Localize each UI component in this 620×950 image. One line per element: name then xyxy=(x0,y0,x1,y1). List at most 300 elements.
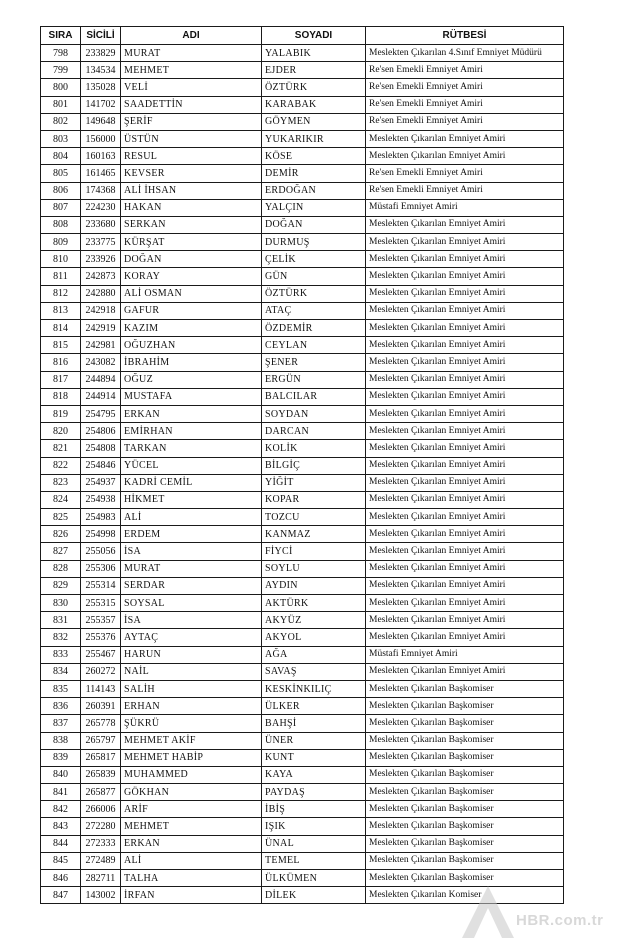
cell-sicil: 265778 xyxy=(81,715,121,732)
table-row xyxy=(41,79,564,96)
cell-sicil: 233775 xyxy=(81,234,121,251)
cell-rutbe: Meslekten Çıkarılan Emniyet Amiri xyxy=(366,251,564,268)
cell-adi: OĞUZ xyxy=(121,371,262,388)
cell-soyadi: YUKARIKIR xyxy=(262,130,366,147)
cell-sicil: 272489 xyxy=(81,852,121,869)
cell-adi: GAFUR xyxy=(121,302,262,319)
cell-rutbe: Meslekten Çıkarılan Emniyet Amiri xyxy=(366,405,564,422)
cell-adi: KEVSER xyxy=(121,165,262,182)
cell-soyadi: YİĞİT xyxy=(262,474,366,491)
table-row xyxy=(41,818,564,835)
cell-sicil: 233680 xyxy=(81,216,121,233)
cell-sira: 820 xyxy=(41,423,81,440)
cell-soyadi: AKYOL xyxy=(262,629,366,646)
cell-sicil: 244894 xyxy=(81,371,121,388)
cell-adi: YÜCEL xyxy=(121,457,262,474)
cell-rutbe: Meslekten Çıkarılan Başkomiser xyxy=(366,852,564,869)
cell-adi: ÜSTÜN xyxy=(121,130,262,147)
cell-rutbe: Meslekten Çıkarılan Emniyet Amiri xyxy=(366,526,564,543)
cell-soyadi: KAYA xyxy=(262,766,366,783)
cell-soyadi: GÜN xyxy=(262,268,366,285)
table-row xyxy=(41,766,564,783)
cell-sira: 843 xyxy=(41,818,81,835)
cell-sicil: 255315 xyxy=(81,595,121,612)
cell-soyadi: KESKİNKILIÇ xyxy=(262,680,366,697)
table-row xyxy=(41,835,564,852)
cell-sira: 810 xyxy=(41,251,81,268)
cell-sira: 801 xyxy=(41,96,81,113)
cell-sicil: 224230 xyxy=(81,199,121,216)
cell-sira: 818 xyxy=(41,388,81,405)
cell-sira: 833 xyxy=(41,646,81,663)
cell-rutbe: Meslekten Çıkarılan Başkomiser xyxy=(366,732,564,749)
cell-rutbe: Re'sen Emekli Emniyet Amiri xyxy=(366,96,564,113)
cell-soyadi: KANMAZ xyxy=(262,526,366,543)
cell-soyadi: ŞENER xyxy=(262,354,366,371)
cell-rutbe: Meslekten Çıkarılan Komiser xyxy=(366,887,564,904)
table-row xyxy=(41,165,564,182)
header-rutbe: RÜTBESİ xyxy=(366,27,564,45)
cell-soyadi: FİYCİ xyxy=(262,543,366,560)
cell-adi: SOYSAL xyxy=(121,595,262,612)
cell-rutbe: Meslekten Çıkarılan Başkomiser xyxy=(366,818,564,835)
cell-sira: 822 xyxy=(41,457,81,474)
cell-rutbe: Meslekten Çıkarılan Emniyet Amiri xyxy=(366,268,564,285)
table-row xyxy=(41,440,564,457)
cell-sicil: 242918 xyxy=(81,302,121,319)
cell-adi: MUSTAFA xyxy=(121,388,262,405)
cell-adi: OĞUZHAN xyxy=(121,337,262,354)
table-row xyxy=(41,423,564,440)
cell-rutbe: Meslekten Çıkarılan 4.Sınıf Emniyet Müdürü xyxy=(366,45,564,62)
cell-sicil: 265817 xyxy=(81,749,121,766)
cell-rutbe: Meslekten Çıkarılan Emniyet Amiri xyxy=(366,629,564,646)
cell-soyadi: SAVAŞ xyxy=(262,663,366,680)
cell-sira: 842 xyxy=(41,801,81,818)
cell-sira: 816 xyxy=(41,354,81,371)
table-row xyxy=(41,560,564,577)
cell-sira: 819 xyxy=(41,405,81,422)
table-row xyxy=(41,612,564,629)
cell-soyadi: DİLEK xyxy=(262,887,366,904)
cell-adi: TALHA xyxy=(121,870,262,887)
cell-rutbe: Meslekten Çıkarılan Emniyet Amiri xyxy=(366,509,564,526)
cell-adi: MURAT xyxy=(121,560,262,577)
cell-sira: 802 xyxy=(41,113,81,130)
header-soyadi: SOYADI xyxy=(262,27,366,45)
cell-soyadi: AĞA xyxy=(262,646,366,663)
cell-rutbe: Meslekten Çıkarılan Başkomiser xyxy=(366,870,564,887)
cell-sira: 814 xyxy=(41,320,81,337)
cell-sira: 803 xyxy=(41,130,81,147)
personnel-table xyxy=(40,26,564,904)
cell-soyadi: ERDOĞAN xyxy=(262,182,366,199)
table-row xyxy=(41,405,564,422)
table-row xyxy=(41,371,564,388)
cell-soyadi: KARABAK xyxy=(262,96,366,113)
cell-rutbe: Meslekten Çıkarılan Başkomiser xyxy=(366,766,564,783)
cell-adi: MUHAMMED xyxy=(121,766,262,783)
cell-sira: 808 xyxy=(41,216,81,233)
cell-sira: 829 xyxy=(41,577,81,594)
cell-adi: ERDEM xyxy=(121,526,262,543)
cell-sira: 815 xyxy=(41,337,81,354)
cell-sira: 798 xyxy=(41,45,81,62)
cell-rutbe: Re'sen Emekli Emniyet Amiri xyxy=(366,113,564,130)
cell-adi: KÜRŞAT xyxy=(121,234,262,251)
cell-adi: MEHMET AKİF xyxy=(121,732,262,749)
cell-adi: ALİ OSMAN xyxy=(121,285,262,302)
table-row xyxy=(41,577,564,594)
cell-adi: GÖKHAN xyxy=(121,784,262,801)
cell-sira: 830 xyxy=(41,595,81,612)
cell-adi: MEHMET HABİP xyxy=(121,749,262,766)
cell-sicil: 272280 xyxy=(81,818,121,835)
cell-sicil: 160163 xyxy=(81,148,121,165)
cell-adi: MURAT xyxy=(121,45,262,62)
cell-sira: 847 xyxy=(41,887,81,904)
cell-sicil: 233829 xyxy=(81,45,121,62)
cell-sira: 804 xyxy=(41,148,81,165)
cell-soyadi: CEYLAN xyxy=(262,337,366,354)
cell-soyadi: KUNT xyxy=(262,749,366,766)
cell-rutbe: Meslekten Çıkarılan Başkomiser xyxy=(366,801,564,818)
cell-soyadi: BİLGİÇ xyxy=(262,457,366,474)
cell-adi: ERKAN xyxy=(121,835,262,852)
cell-soyadi: KÖSE xyxy=(262,148,366,165)
cell-soyadi: IŞIK xyxy=(262,818,366,835)
cell-sira: 836 xyxy=(41,698,81,715)
table-row xyxy=(41,457,564,474)
cell-adi: SERKAN xyxy=(121,216,262,233)
cell-sira: 806 xyxy=(41,182,81,199)
cell-sira: 800 xyxy=(41,79,81,96)
table-row xyxy=(41,715,564,732)
cell-rutbe: Meslekten Çıkarılan Emniyet Amiri xyxy=(366,388,564,405)
table-row xyxy=(41,96,564,113)
cell-soyadi: KOPAR xyxy=(262,491,366,508)
cell-rutbe: Meslekten Çıkarılan Emniyet Amiri xyxy=(366,148,564,165)
cell-sicil: 254846 xyxy=(81,457,121,474)
cell-sira: 844 xyxy=(41,835,81,852)
cell-adi: İSA xyxy=(121,543,262,560)
table-row xyxy=(41,698,564,715)
cell-adi: SALİH xyxy=(121,680,262,697)
watermark xyxy=(458,882,608,942)
cell-sira: 834 xyxy=(41,663,81,680)
cell-sira: 835 xyxy=(41,680,81,697)
cell-adi: ERKAN xyxy=(121,405,262,422)
cell-adi: ALİ xyxy=(121,852,262,869)
table-row xyxy=(41,354,564,371)
cell-sicil: 255357 xyxy=(81,612,121,629)
cell-sicil: 242919 xyxy=(81,320,121,337)
table-row xyxy=(41,509,564,526)
cell-soyadi: TEMEL xyxy=(262,852,366,869)
cell-sira: 845 xyxy=(41,852,81,869)
cell-adi: İBRAHİM xyxy=(121,354,262,371)
cell-adi: ŞÜKRÜ xyxy=(121,715,262,732)
cell-sicil: 242873 xyxy=(81,268,121,285)
cell-sira: 823 xyxy=(41,474,81,491)
cell-adi: İSA xyxy=(121,612,262,629)
cell-rutbe: Meslekten Çıkarılan Emniyet Amiri xyxy=(366,474,564,491)
cell-sicil: 156000 xyxy=(81,130,121,147)
cell-sira: 812 xyxy=(41,285,81,302)
cell-soyadi: ATAÇ xyxy=(262,302,366,319)
cell-soyadi: ÜNER xyxy=(262,732,366,749)
cell-adi: AYTAÇ xyxy=(121,629,262,646)
cell-rutbe: Meslekten Çıkarılan Emniyet Amiri xyxy=(366,130,564,147)
table-row xyxy=(41,268,564,285)
cell-soyadi: KOLİK xyxy=(262,440,366,457)
cell-sira: 840 xyxy=(41,766,81,783)
cell-adi: KORAY xyxy=(121,268,262,285)
table-row xyxy=(41,543,564,560)
cell-adi: VELİ xyxy=(121,79,262,96)
cell-rutbe: Meslekten Çıkarılan Emniyet Amiri xyxy=(366,320,564,337)
cell-sicil: 242981 xyxy=(81,337,121,354)
cell-sicil: 255467 xyxy=(81,646,121,663)
table-row xyxy=(41,784,564,801)
cell-adi: HİKMET xyxy=(121,491,262,508)
cell-adi: NAİL xyxy=(121,663,262,680)
cell-soyadi: PAYDAŞ xyxy=(262,784,366,801)
table-row xyxy=(41,629,564,646)
cell-adi: SAADETTİN xyxy=(121,96,262,113)
cell-sira: 837 xyxy=(41,715,81,732)
cell-sira: 811 xyxy=(41,268,81,285)
cell-soyadi: SOYLU xyxy=(262,560,366,577)
table-row xyxy=(41,251,564,268)
cell-adi: RESUL xyxy=(121,148,262,165)
cell-rutbe: Meslekten Çıkarılan Emniyet Amiri xyxy=(366,560,564,577)
cell-sira: 825 xyxy=(41,509,81,526)
table-row xyxy=(41,130,564,147)
cell-soyadi: ÖZTÜRK xyxy=(262,79,366,96)
cell-soyadi: AKTÜRK xyxy=(262,595,366,612)
cell-rutbe: Meslekten Çıkarılan Emniyet Amiri xyxy=(366,577,564,594)
cell-sira: 838 xyxy=(41,732,81,749)
table-row xyxy=(41,285,564,302)
cell-rutbe: Re'sen Emekli Emniyet Amiri xyxy=(366,79,564,96)
cell-sicil: 134534 xyxy=(81,62,121,79)
cell-adi: MEHMET xyxy=(121,62,262,79)
cell-sicil: 254998 xyxy=(81,526,121,543)
cell-adi: KADRİ CEMİL xyxy=(121,474,262,491)
cell-soyadi: ÜLKÜMEN xyxy=(262,870,366,887)
table-row xyxy=(41,749,564,766)
cell-rutbe: Meslekten Çıkarılan Emniyet Amiri xyxy=(366,285,564,302)
cell-adi: ERHAN xyxy=(121,698,262,715)
cell-sicil: 243082 xyxy=(81,354,121,371)
cell-sira: 846 xyxy=(41,870,81,887)
cell-sira: 809 xyxy=(41,234,81,251)
table-row xyxy=(41,663,564,680)
cell-rutbe: Meslekten Çıkarılan Emniyet Amiri xyxy=(366,543,564,560)
cell-sicil: 266006 xyxy=(81,801,121,818)
cell-sicil: 135028 xyxy=(81,79,121,96)
watermark-text: HBR.com.tr xyxy=(516,912,604,929)
header-row xyxy=(41,27,564,45)
cell-adi: HAKAN xyxy=(121,199,262,216)
cell-sicil: 282711 xyxy=(81,870,121,887)
cell-sira: 827 xyxy=(41,543,81,560)
cell-soyadi: DEMİR xyxy=(262,165,366,182)
cell-sicil: 254938 xyxy=(81,491,121,508)
cell-sicil: 254795 xyxy=(81,405,121,422)
cell-soyadi: DARCAN xyxy=(262,423,366,440)
cell-rutbe: Meslekten Çıkarılan Emniyet Amiri xyxy=(366,234,564,251)
cell-soyadi: DOĞAN xyxy=(262,216,366,233)
cell-rutbe: Re'sen Emekli Emniyet Amiri xyxy=(366,182,564,199)
cell-sicil: 272333 xyxy=(81,835,121,852)
cell-sicil: 265877 xyxy=(81,784,121,801)
cell-soyadi: İBİŞ xyxy=(262,801,366,818)
cell-rutbe: Meslekten Çıkarılan Emniyet Amiri xyxy=(366,423,564,440)
table-row xyxy=(41,474,564,491)
cell-rutbe: Meslekten Çıkarılan Emniyet Amiri xyxy=(366,440,564,457)
cell-sicil: 255376 xyxy=(81,629,121,646)
table-body xyxy=(41,45,564,904)
table-row xyxy=(41,113,564,130)
table-row xyxy=(41,45,564,62)
cell-rutbe: Meslekten Çıkarılan Başkomiser xyxy=(366,784,564,801)
cell-sicil: 254937 xyxy=(81,474,121,491)
header-sira: SIRA xyxy=(41,27,81,45)
cell-sira: 807 xyxy=(41,199,81,216)
cell-soyadi: YALÇIN xyxy=(262,199,366,216)
cell-sicil: 254806 xyxy=(81,423,121,440)
table-row xyxy=(41,302,564,319)
cell-adi: ALİ İHSAN xyxy=(121,182,262,199)
header-sicil: SİCİLİ xyxy=(81,27,121,45)
table-row xyxy=(41,62,564,79)
cell-soyadi: SOYDAN xyxy=(262,405,366,422)
cell-rutbe: Meslekten Çıkarılan Emniyet Amiri xyxy=(366,595,564,612)
cell-adi: EMİRHAN xyxy=(121,423,262,440)
cell-rutbe: Meslekten Çıkarılan Emniyet Amiri xyxy=(366,491,564,508)
cell-adi: SERDAR xyxy=(121,577,262,594)
cell-adi: KAZIM xyxy=(121,320,262,337)
cell-soyadi: DURMUŞ xyxy=(262,234,366,251)
cell-rutbe: Meslekten Çıkarılan Başkomiser xyxy=(366,749,564,766)
cell-sira: 813 xyxy=(41,302,81,319)
cell-adi: ALİ xyxy=(121,509,262,526)
header-adi: ADI xyxy=(121,27,262,45)
cell-sicil: 143002 xyxy=(81,887,121,904)
cell-sicil: 255056 xyxy=(81,543,121,560)
cell-sira: 799 xyxy=(41,62,81,79)
cell-rutbe: Re'sen Emekli Emniyet Amiri xyxy=(366,165,564,182)
cell-sira: 831 xyxy=(41,612,81,629)
cell-sicil: 255306 xyxy=(81,560,121,577)
cell-rutbe: Meslekten Çıkarılan Emniyet Amiri xyxy=(366,663,564,680)
table-row xyxy=(41,182,564,199)
cell-rutbe: Müstafi Emniyet Amiri xyxy=(366,199,564,216)
cell-soyadi: AKYÜZ xyxy=(262,612,366,629)
cell-rutbe: Meslekten Çıkarılan Emniyet Amiri xyxy=(366,302,564,319)
cell-soyadi: BAHŞİ xyxy=(262,715,366,732)
cell-sicil: 242880 xyxy=(81,285,121,302)
cell-rutbe: Müstafi Emniyet Amiri xyxy=(366,646,564,663)
table-row xyxy=(41,320,564,337)
cell-rutbe: Meslekten Çıkarılan Emniyet Amiri xyxy=(366,371,564,388)
cell-soyadi: TOZCU xyxy=(262,509,366,526)
cell-soyadi: YALABIK xyxy=(262,45,366,62)
cell-sicil: 233926 xyxy=(81,251,121,268)
cell-soyadi: ÇELİK xyxy=(262,251,366,268)
table-row xyxy=(41,216,564,233)
cell-sira: 839 xyxy=(41,749,81,766)
table-row xyxy=(41,595,564,612)
cell-sira: 841 xyxy=(41,784,81,801)
cell-adi: HARUN xyxy=(121,646,262,663)
cell-rutbe: Meslekten Çıkarılan Emniyet Amiri xyxy=(366,612,564,629)
cell-rutbe: Meslekten Çıkarılan Emniyet Amiri xyxy=(366,457,564,474)
cell-sira: 821 xyxy=(41,440,81,457)
cell-rutbe: Re'sen Emekli Emniyet Amiri xyxy=(366,62,564,79)
cell-sira: 826 xyxy=(41,526,81,543)
cell-sicil: 254808 xyxy=(81,440,121,457)
cell-sira: 805 xyxy=(41,165,81,182)
cell-sira: 824 xyxy=(41,491,81,508)
table-row xyxy=(41,646,564,663)
cell-soyadi: AYDIN xyxy=(262,577,366,594)
cell-rutbe: Meslekten Çıkarılan Başkomiser xyxy=(366,835,564,852)
cell-adi: İRFAN xyxy=(121,887,262,904)
cell-sicil: 174368 xyxy=(81,182,121,199)
cell-adi: MEHMET xyxy=(121,818,262,835)
cell-sicil: 254983 xyxy=(81,509,121,526)
cell-sicil: 141702 xyxy=(81,96,121,113)
cell-soyadi: EJDER xyxy=(262,62,366,79)
table-row xyxy=(41,680,564,697)
cell-soyadi: ERGÜN xyxy=(262,371,366,388)
cell-sicil: 161465 xyxy=(81,165,121,182)
cell-sira: 828 xyxy=(41,560,81,577)
hbr-logo-icon xyxy=(458,882,518,942)
cell-sicil: 149648 xyxy=(81,113,121,130)
cell-soyadi: GÖYMEN xyxy=(262,113,366,130)
cell-sicil: 260391 xyxy=(81,698,121,715)
cell-soyadi: ÜNAL xyxy=(262,835,366,852)
table-row xyxy=(41,234,564,251)
table-row xyxy=(41,852,564,869)
cell-sicil: 260272 xyxy=(81,663,121,680)
table-row xyxy=(41,491,564,508)
table-row xyxy=(41,526,564,543)
cell-sicil: 265839 xyxy=(81,766,121,783)
cell-rutbe: Meslekten Çıkarılan Başkomiser xyxy=(366,698,564,715)
cell-soyadi: ÖZDEMİR xyxy=(262,320,366,337)
cell-adi: ŞERİF xyxy=(121,113,262,130)
cell-soyadi: BALCILAR xyxy=(262,388,366,405)
cell-sira: 832 xyxy=(41,629,81,646)
table-row xyxy=(41,801,564,818)
cell-rutbe: Meslekten Çıkarılan Emniyet Amiri xyxy=(366,354,564,371)
cell-sicil: 114143 xyxy=(81,680,121,697)
table-row xyxy=(41,732,564,749)
cell-adi: ARİF xyxy=(121,801,262,818)
cell-rutbe: Meslekten Çıkarılan Emniyet Amiri xyxy=(366,337,564,354)
cell-soyadi: ÜLKER xyxy=(262,698,366,715)
cell-rutbe: Meslekten Çıkarılan Başkomiser xyxy=(366,715,564,732)
cell-sicil: 265797 xyxy=(81,732,121,749)
cell-adi: TARKAN xyxy=(121,440,262,457)
cell-sira: 817 xyxy=(41,371,81,388)
cell-sicil: 255314 xyxy=(81,577,121,594)
